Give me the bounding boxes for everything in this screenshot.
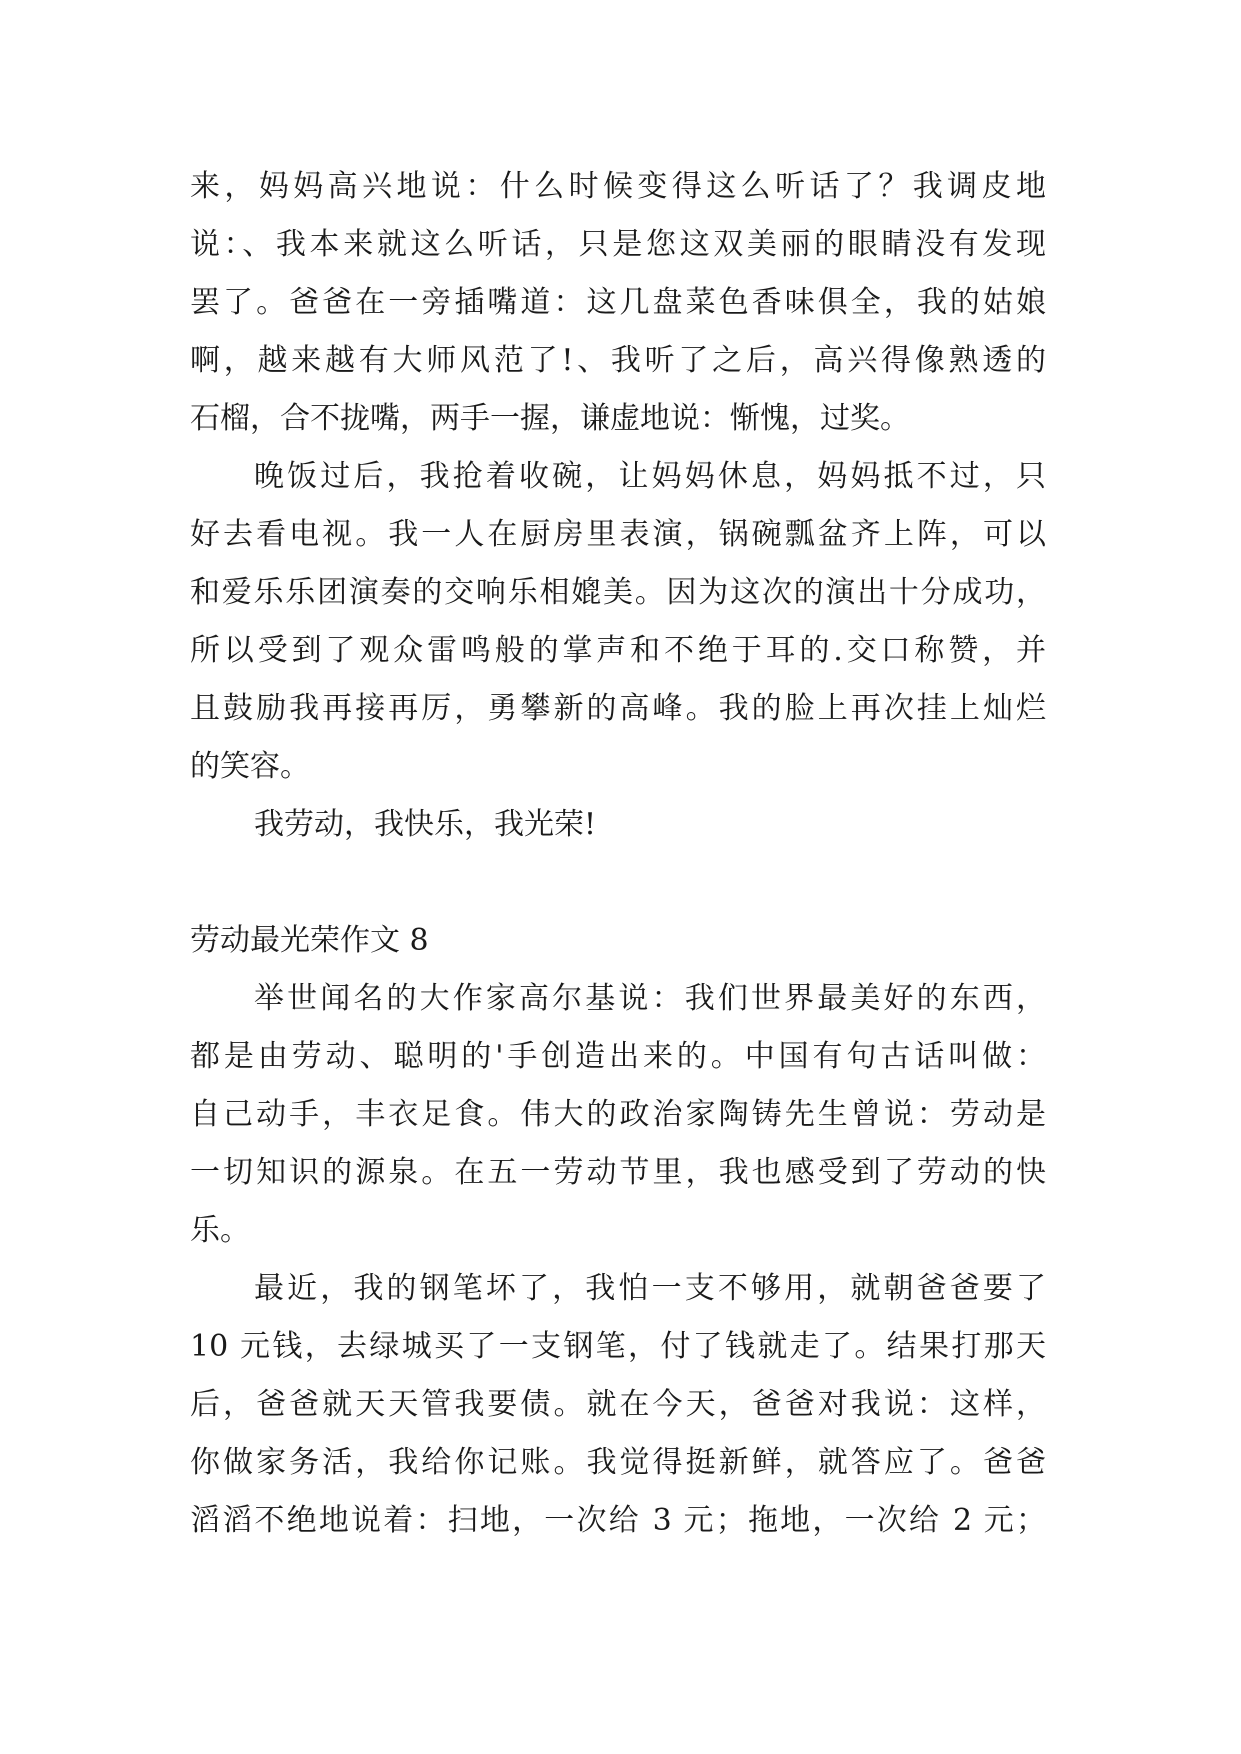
paragraph-line: 一切知识的源泉。在五一劳动节里，我也感受到了劳动的快 <box>190 1155 1046 1190</box>
paragraph-line: 举世闻名的大作家高尔基说：我们世界最美好的东西， <box>254 981 1046 1016</box>
paragraph-line: 的笑容。 <box>190 749 310 784</box>
paragraph-line: 啊，越来越有大师风范了!、我听了之后，高兴得像熟透的 <box>190 343 1046 378</box>
paragraph-line: 和爱乐乐团演奏的交响乐相媲美。因为这次的演出十分成功， <box>190 575 1046 610</box>
paragraph-line: 晚饭过后，我抢着收碗，让妈妈休息，妈妈抵不过，只 <box>254 459 1046 494</box>
paragraph-line: 后，爸爸就天天管我要债。就在今天，爸爸对我说：这样， <box>190 1387 1046 1422</box>
section-heading: 劳动最光荣作文 8 <box>190 923 429 958</box>
paragraph-line: 乐。 <box>190 1213 250 1248</box>
paragraph-line: 10 元钱，去绿城买了一支钢笔，付了钱就走了。结果打那天 <box>190 1329 1046 1364</box>
paragraph-line: 石榴，合不拢嘴，两手一握，谦虚地说：惭愧，过奖。 <box>190 401 910 436</box>
paragraph-line: 罢了。爸爸在一旁插嘴道：这几盘菜色香味俱全，我的姑娘 <box>190 285 1046 320</box>
paragraph-line: 最近，我的钢笔坏了，我怕一支不够用，就朝爸爸要了 <box>254 1271 1046 1306</box>
paragraph-line: 好去看电视。我一人在厨房里表演，锅碗瓢盆齐上阵，可以 <box>190 517 1046 552</box>
paragraph-line: 都是由劳动、聪明的'手创造出来的。中国有句古话叫做： <box>190 1039 1046 1074</box>
paragraph-line: 且鼓励我再接再厉，勇攀新的高峰。我的脸上再次挂上灿烂 <box>190 691 1046 726</box>
paragraph-line: 来，妈妈高兴地说：什么时候变得这么听话了？我调皮地 <box>190 169 1046 204</box>
paragraph-line: 自己动手，丰衣足食。伟大的政治家陶铸先生曾说：劳动是 <box>190 1097 1046 1132</box>
paragraph-line: 你做家务活，我给你记账。我觉得挺新鲜，就答应了。爸爸 <box>190 1445 1046 1480</box>
paragraph-line: 我劳动，我快乐，我光荣! <box>254 807 597 842</box>
paragraph-line: 所以受到了观众雷鸣般的掌声和不绝于耳的.交口称赞，并 <box>190 633 1046 668</box>
paragraph-line: 说：、我本来就这么听话，只是您这双美丽的眼睛没有发现 <box>190 227 1046 262</box>
paragraph-line: 滔滔不绝地说着：扫地，一次给 3 元；拖地，一次给 2 元； <box>190 1503 1046 1538</box>
